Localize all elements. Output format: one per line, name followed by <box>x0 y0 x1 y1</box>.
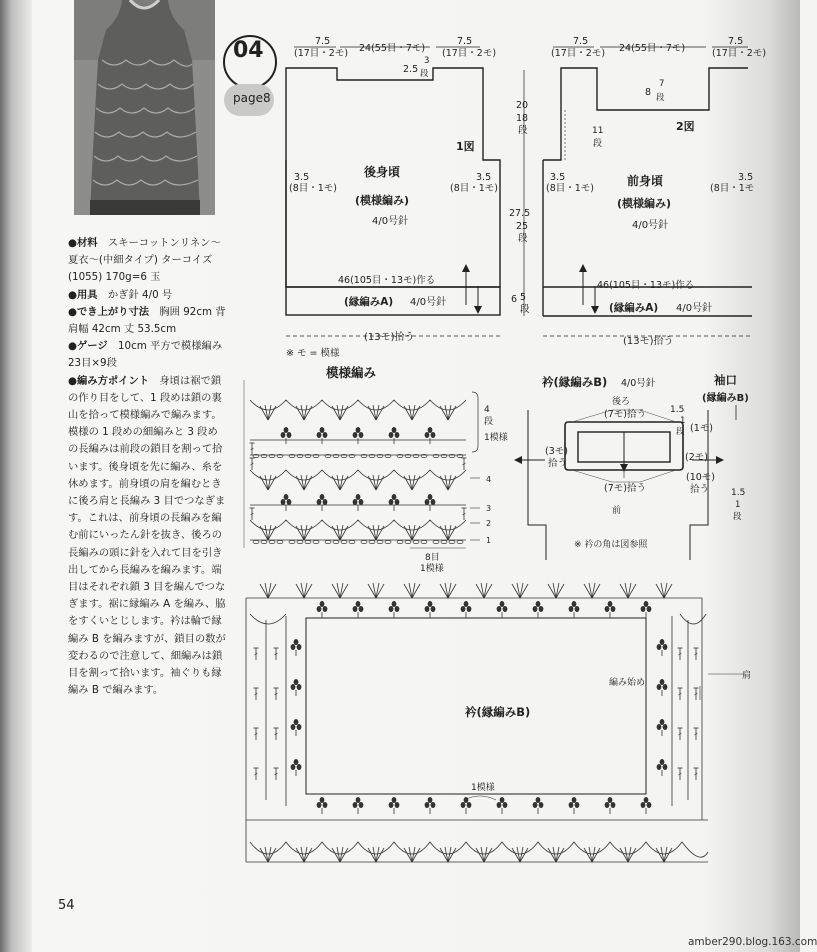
points-heading: ●編み方ポイント <box>68 374 150 387</box>
collar-diagram-hook: 4/0号針 <box>621 378 656 389</box>
back-fig-label: 1図 <box>456 140 475 153</box>
back-neck: 2.5 <box>403 64 419 75</box>
collar-top-pick: (7モ)拾う <box>604 409 646 420</box>
collar-chart-motif: 1模様 <box>471 783 495 793</box>
gauge-heading: ●ゲージ <box>68 340 108 353</box>
points-text: 身頃は裾で鎖の作り目をして、1 段めは鎖の裏山を拾って模様編みで編みます。模様の 1 段めの細編みと 3 段めの長編みは前段の鎖目を割って拾います。後身頃を先に編み、糸を休めます。前身頃の肩を編むときに後ろ肩と長編み 3 目でつなぎます。これは、前身頃の長編みを編む前にいったん針を抜き、後ろの長編みの頭に針を入れて目を引き出してから長編みを編みます。端目はそれぞれ鎖 3 目を編んでつなぎます。裾に縁編み A を編み、脇をすくいとじします。衿は輪で縁編み B を編みますが、鎖目の数が変わるので注意して、細編みは鎖目を割って拾います。袖ぐりも縁編み B で編みます。 <box>68 374 226 697</box>
collar-right-dim: 1.5 <box>670 405 685 415</box>
back-pickup: (13モ)拾う <box>364 332 415 343</box>
motif-row-4: 4 <box>486 475 492 484</box>
front-top-right-sub: (17目・2モ) <box>712 48 767 59</box>
front-fig-label: 2図 <box>676 120 695 133</box>
back-neck-rows-unit: 段 <box>420 69 429 79</box>
front-side-left: 3.5 <box>550 172 566 183</box>
front-stitch: (模様編み) <box>617 197 672 210</box>
tools-text: かぎ針 4/0 号 <box>107 288 173 301</box>
collar-back-label: 後ろ <box>612 397 631 407</box>
front-neck-rows-unit: 段 <box>656 93 665 103</box>
collar-left-pick-2: 拾う <box>548 458 568 469</box>
back-top-left-sub: (17目・2モ) <box>294 48 349 59</box>
collar-chart-title: 衿(縁編みB) <box>465 705 531 719</box>
collar-note: ※ 衿の角は図参照 <box>574 540 648 550</box>
back-title: 後身頃 <box>364 165 401 179</box>
front-top-left-sub: (17目・2モ) <box>551 48 606 59</box>
front-armhole-rows: 11 <box>592 126 604 136</box>
note-motif: ※ モ = 模様 <box>286 348 340 359</box>
front-neck: 8 <box>645 87 652 98</box>
size-text: 胸囲 92cm 背肩幅 42cm 丈 53.5cm <box>68 305 226 336</box>
gauge-text: 10cm 平方で模様編み 23目×9段 <box>68 340 223 370</box>
body-rows: 25 <box>516 221 529 232</box>
front-cast-on: 46(105目・13モ)作る <box>597 280 695 291</box>
armhole-rows-unit: 段 <box>733 512 742 522</box>
materials-heading: ●材料 <box>68 237 98 249</box>
motif-repeat-rows: 4 <box>484 405 490 415</box>
back-border-hook: 4/0号針 <box>410 297 447 308</box>
back-side-left: 3.5 <box>294 172 310 183</box>
front-side-right-sub: (8目・1モ <box>710 183 755 194</box>
collar-right-bottom: (10モ) <box>686 472 716 483</box>
hem-length: 6 <box>511 294 518 305</box>
hem-rows-unit: 段 <box>520 304 530 315</box>
collar-left-pick: (3モ) <box>545 446 568 457</box>
back-hook: 4/0号針 <box>372 216 409 227</box>
back-neck-rows: 3 <box>424 56 430 66</box>
motif-chart-title: 模様編み <box>326 365 377 380</box>
motif-repeat-label: 1模様 <box>484 433 508 443</box>
collar-right-bottom-2: 拾う <box>690 484 710 495</box>
front-top-right: 7.5 <box>728 36 744 47</box>
motif-chart-stitches <box>250 400 467 544</box>
motif-row-1: 1 <box>486 536 492 545</box>
collar-right-pick: (2モ) <box>685 452 708 463</box>
back-side-right-sub: (8目・1モ) <box>450 183 499 194</box>
front-pickup: (13モ)拾う <box>623 336 674 347</box>
motif-repeat-unit: 段 <box>484 417 494 427</box>
front-neck-rows: 7 <box>659 79 665 89</box>
front-top-mid: 24(55目・7モ) <box>619 43 686 54</box>
armhole-rows-unit: 段 <box>518 125 528 136</box>
front-side-left-sub: (8目・1モ) <box>546 183 595 194</box>
back-border: (縁編みA) <box>344 296 394 308</box>
collar-right-rows: 1 <box>680 416 686 426</box>
front-title: 前身頃 <box>627 174 664 188</box>
armhole-title: 袖口 <box>714 373 737 387</box>
motif-width-label: 1模様 <box>420 564 444 574</box>
page-number: 54 <box>58 898 75 913</box>
collar-front-label: 前 <box>612 506 622 516</box>
back-top-mid: 24(55目・7モ) <box>359 43 426 54</box>
back-cast-on: 46(105目・13モ)作る <box>338 275 436 286</box>
collar-right-top: (1モ) <box>690 423 713 434</box>
front-hook: 4/0号針 <box>632 220 669 231</box>
front-side-right: 3.5 <box>738 172 754 183</box>
armhole-rows: 1 <box>735 500 741 510</box>
armhole-dim: 1.5 <box>731 488 746 498</box>
front-border: (縁編みA) <box>609 302 659 314</box>
back-top-left: 7.5 <box>315 36 331 47</box>
back-side-left-sub: (8目・1モ) <box>289 183 338 194</box>
armhole-rows: 18 <box>516 113 529 124</box>
motif-row-3: 3 <box>486 504 492 513</box>
armhole-length: 20 <box>516 100 529 111</box>
pattern-number: 04 <box>233 38 264 63</box>
armhole-stitch: (縁編みB) <box>702 393 749 404</box>
tools-heading: ●用具 <box>68 288 98 301</box>
blog-url: amber290.blog.163.com <box>688 936 817 948</box>
collar-bottom-pick: (7モ)拾う <box>604 483 646 494</box>
collar-chart <box>246 583 745 862</box>
front-top-left: 7.5 <box>573 36 589 47</box>
motif-width: 8目 <box>425 553 440 563</box>
materials-text: スキーコットンリネン～夏衣～(中細タイプ) ターコイズ(1055) 170g=6 玉 <box>68 237 221 284</box>
back-stitch: (模様編み) <box>355 194 410 207</box>
motif-chart <box>244 380 480 548</box>
back-top-right: 7.5 <box>457 36 473 47</box>
page-ref: page8 <box>233 91 271 105</box>
collar-chart-shoulder: 肩 <box>742 671 752 681</box>
collar-diagram-title: 衿(縁編みB) <box>542 375 608 389</box>
size-heading: ●でき上がり寸法 <box>68 305 150 318</box>
back-top-right-sub: (17目・2モ) <box>442 48 497 59</box>
motif-row-2: 2 <box>486 519 492 528</box>
body-rows-unit: 段 <box>518 233 528 244</box>
back-side-right: 3.5 <box>476 172 492 183</box>
hem-rows: 5 <box>520 292 527 303</box>
front-armhole-rows-unit: 段 <box>593 139 603 149</box>
collar-chart-start: 編み始め <box>609 678 646 688</box>
front-border-hook: 4/0号針 <box>676 303 713 314</box>
collar-right-rows-unit: 段 <box>676 427 685 437</box>
body-length: 27.5 <box>509 208 531 219</box>
